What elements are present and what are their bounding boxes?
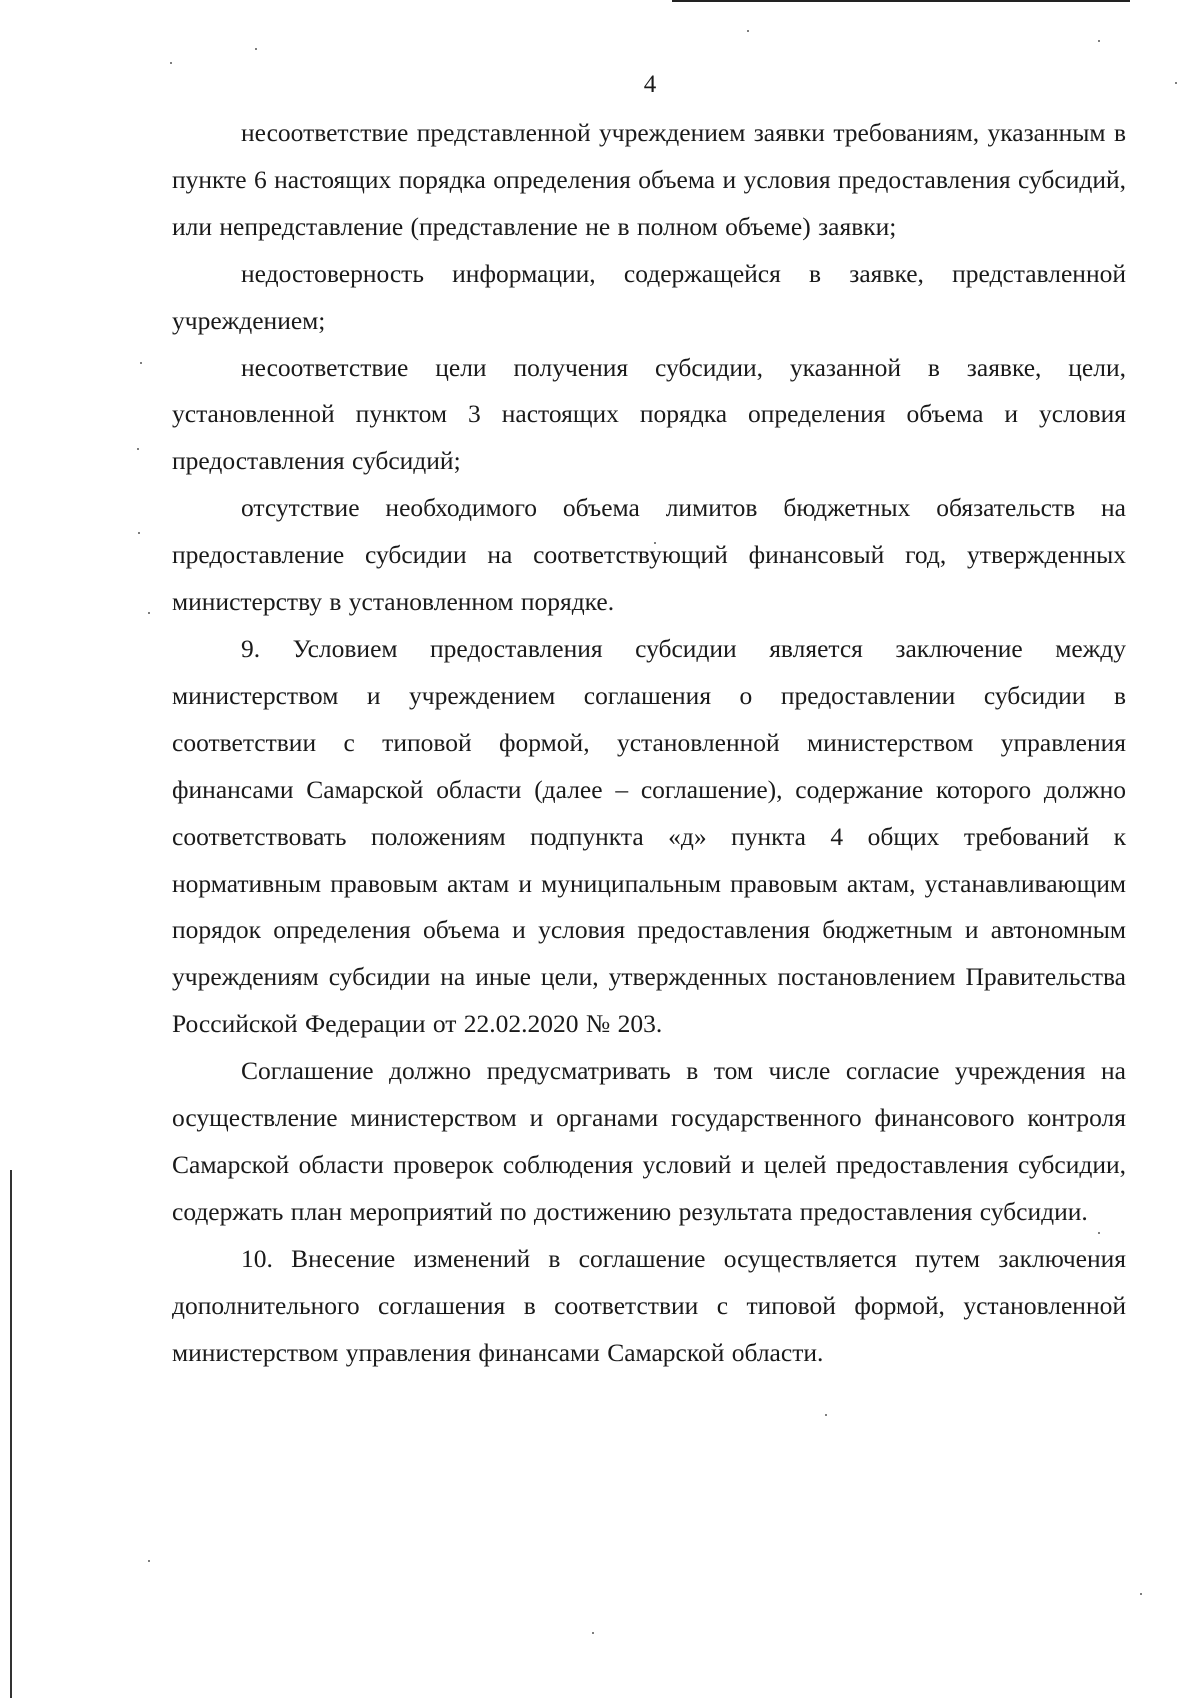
top-border-line (672, 0, 1130, 2)
paragraph-purpose-mismatch: несоответствие цели получения субсидии, указанной в заявке, цели, установленной пунктом 3 настоящих порядка определения объема и условия предоставления субсидий; (172, 352, 1126, 476)
scan-speck (747, 30, 749, 32)
paragraph-budget-limits: отсутствие необходимого объема лимитов бюджетных обязательств на предоставление субсидии на соответствующий финансовый год, утвержденных министерству в установленном порядке. (172, 493, 1126, 617)
scan-speck (592, 1632, 594, 1634)
paragraph-clause-10: 10. Внесение изменений в соглашение осуществляется путем заключения дополнительного соглашения в соответствии с типовой формой, установленной министерством управления финансами Самарской области. (172, 1243, 1126, 1367)
scan-speck (170, 62, 172, 64)
paragraph-unreliable-information: недостоверность информации, содержащейся в заявке, представленной учреждением; (172, 258, 1126, 335)
page-number: 4 (643, 71, 657, 98)
scan-speck (825, 1414, 827, 1416)
scan-speck (148, 1560, 150, 1562)
scan-speck (137, 448, 139, 450)
scan-speck (138, 532, 140, 534)
scan-speck (1140, 1593, 1142, 1595)
scan-speck (1098, 40, 1100, 42)
paragraph-application-mismatch: несоответствие представленной учреждением заявки требованиям, указанным в пункте 6 настоящих порядка определения объема и условия предоставления субсидий, или непредставление (представление не в полном объеме) заявки; (172, 118, 1126, 241)
paragraph-clause-9: 9. Условием предоставления субсидии является заключение между министерством и учреждением соглашения о предоставлении субсидии в соответствии с типовой формой, установленной министерством управления финансами Самарской области (далее – соглашение), содержание которого должно соответствовать положениям подпункта «д» пункта 4 общих требований к нормативным правовым актам и муниципальным правовым актам, устанавливающим порядок определения объема и условия предоставления бюджетным и автономным учреждениям субсидии на иные цели, утвержденных постановлением Правительства Российской Федерации от 22.02.2020 № 203. (172, 633, 1126, 1039)
left-margin-line (10, 1170, 12, 1698)
scan-speck (140, 362, 142, 364)
scan-speck (255, 48, 257, 50)
scan-speck (148, 612, 150, 614)
document-body (172, 110, 1126, 1376)
paragraph-agreement-consent: Соглашение должно предусматривать в том числе согласие учреждения на осуществление министерством и органами государственного финансового контроля Самарской области проверок соблюдения условий и целей предоставления субсидии, содержать план мероприятий по достижению результата предоставления субсидии. (172, 1056, 1126, 1226)
